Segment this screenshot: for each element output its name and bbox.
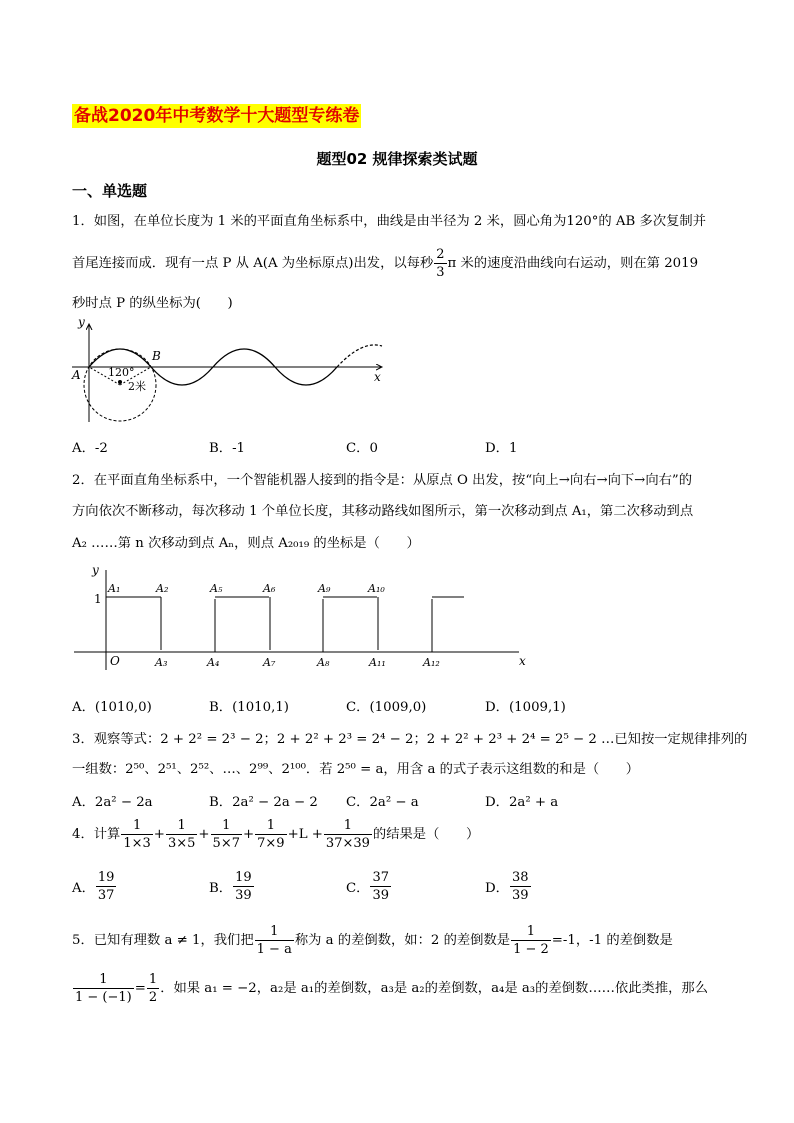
frac-numerator: 1 — [211, 818, 242, 835]
q4-term-4 — [255, 818, 286, 851]
option-label: C． — [346, 881, 370, 896]
radius-label: 2米 — [128, 380, 146, 393]
q3-option-b[interactable]: B．2a² − 2a − 2 — [209, 795, 318, 810]
fig2-x-label: x — [519, 654, 526, 668]
one-tick-label: 1 — [94, 592, 102, 606]
frac-numerator: 1 — [511, 924, 551, 941]
frac-denominator: 1×3 — [123, 836, 151, 851]
frac-numerator: 1 — [166, 818, 197, 835]
frac-denominator: 1 − 2 — [513, 942, 549, 957]
q3-option-c[interactable]: C．2a² − a — [346, 795, 419, 810]
origin-label: O — [110, 654, 120, 668]
frac-numerator: 37 — [372, 870, 390, 885]
center-point — [118, 380, 122, 384]
q1-option-d[interactable]: D．1 — [485, 441, 518, 456]
frac-numerator: 1 — [255, 924, 294, 941]
q1-option-b[interactable]: B．-1 — [209, 441, 246, 456]
option-fraction — [96, 870, 117, 903]
option-fraction — [233, 870, 254, 903]
q3-line2: 一组数：2⁵⁰、2⁵¹、2⁵²、…、2⁹⁹、2¹⁰⁰．若 2⁵⁰ = a，用含 a 的式子表示这组数的和是（ ） — [72, 762, 640, 777]
frac-denominator: 5×7 — [212, 836, 240, 851]
label-a3: A₃ — [155, 656, 168, 669]
q4-suffix: 的结果是（ ） — [372, 826, 480, 842]
q5-line1c: =-1，-1 的差倒数是 — [551, 932, 673, 948]
frac-numerator: 1 — [255, 818, 286, 835]
ellipsis-plus: +L + — [287, 826, 323, 842]
label-a5: A₅ — [210, 582, 223, 595]
q4-option-a[interactable] — [72, 870, 117, 903]
plus-sign: + — [198, 826, 210, 842]
q5-line2 — [72, 972, 708, 1005]
fig1-y-label: y — [78, 318, 85, 329]
frac-denominator: 3×5 — [167, 836, 196, 851]
equals-sign: = — [134, 980, 146, 996]
q4-term-2 — [166, 818, 197, 851]
page-title: 题型02 规律探索类试题 — [316, 150, 478, 168]
q4-term-3 — [211, 818, 242, 851]
frac-denominator: 39 — [511, 888, 529, 903]
q4-option-b[interactable] — [209, 870, 255, 903]
q2-option-a[interactable]: A．(1010,0) — [72, 700, 152, 715]
section-heading: 一、单选题 — [72, 182, 148, 200]
frac-numerator: 38 — [511, 870, 529, 885]
q5-fraction-3 — [73, 972, 134, 1005]
q2-line2: 方向依次不断移动，每次移动 1 个单位长度，其移动路线如图所示，第一次移动到点 A₁，第二次移动到点 — [72, 504, 694, 519]
q2-figure — [64, 560, 544, 672]
label-a12: A₁₂ — [423, 656, 440, 669]
q1-option-c[interactable]: C．0 — [346, 441, 378, 456]
label-a10: A₁₀ — [368, 582, 385, 595]
frac-numerator: 2 — [436, 247, 445, 262]
label-a6: A₆ — [263, 582, 276, 595]
frac-denominator: 3 — [436, 265, 445, 280]
frac-numerator: 1 — [73, 972, 134, 989]
q2-line1: 2．在平面直角坐标系中，一个智能机器人接到的指令是：从原点 O 出发，按“向上→向右→向下→向右”的 — [72, 473, 693, 488]
q5-line1 — [72, 924, 673, 957]
option-label: D． — [485, 881, 509, 896]
exam-banner: 备战2020年中考数学十大题型专练卷 — [74, 106, 360, 126]
q3-option-d[interactable]: D．2a² + a — [485, 795, 559, 810]
q2-line3: A₂ ……第 n 次移动到点 Aₙ，则点 A₂₀₁₉ 的坐标是（ ） — [72, 536, 420, 551]
label-a1: A₁ — [108, 582, 121, 595]
angle-label: 120° — [108, 366, 135, 379]
q1-figure — [64, 318, 394, 428]
q1-option-a[interactable]: A．-2 — [72, 441, 108, 456]
plus-sign: + — [242, 826, 255, 842]
q3-line1: 3．观察等式：2 + 2² = 2³ − 2；2 + 2² + 2³ = 2⁴ − 2；2 + 2² + 2³ + 2⁴ = 2⁵ − 2 …已知按一定规律排列的 — [72, 732, 748, 747]
q2-option-d[interactable]: D．(1009,1) — [485, 700, 566, 715]
option-fraction — [510, 870, 531, 903]
frac-denominator: 37 — [97, 888, 115, 903]
label-a7: A₇ — [263, 656, 276, 669]
q1-line2 — [72, 247, 698, 280]
q5-fraction-2 — [511, 924, 551, 957]
q5-fraction-4 — [147, 972, 159, 1005]
point-a-label: A — [72, 368, 81, 382]
frac-numerator: 19 — [97, 870, 115, 885]
q2-option-b[interactable]: B．(1010,1) — [209, 700, 289, 715]
frac-denominator: 37×39 — [325, 836, 370, 851]
q3-option-a[interactable]: A．2a² − 2a — [72, 795, 153, 810]
option-label: B． — [209, 881, 233, 896]
frac-numerator: 1 — [324, 818, 372, 835]
q4-line — [72, 818, 479, 851]
q1-line1: 1．如图，在单位长度为 1 米的平面直角坐标系中，曲线是由半径为 2 米，圆心角为120°的 AB 多次复制并 — [72, 214, 707, 229]
q1-line2a: 首尾连接而成．现有一点 P 从 A(A 为坐标原点)出发，以每秒 — [72, 255, 434, 271]
q4-term-1 — [121, 818, 152, 851]
frac-denominator: 39 — [372, 888, 390, 903]
q4-term-5 — [324, 818, 372, 851]
q5-fraction-1 — [255, 924, 294, 957]
option-fraction — [370, 870, 391, 903]
q4-option-d[interactable] — [485, 870, 532, 903]
fig1-x-label: x — [374, 370, 381, 384]
option-label: A． — [72, 881, 95, 896]
q5-line2-text: ．如果 a₁ = −2，a₂是 a₁的差倒数，a₃是 a₂的差倒数，a₄是 a₃的差倒数……依此类推，那么 — [160, 980, 709, 996]
frac-denominator: 1 − (−1) — [75, 990, 132, 1005]
q1-line2b: π 米的速度沿曲线向右运动，则在第 2019 — [447, 255, 699, 271]
label-a9: A₉ — [318, 582, 331, 595]
q2-option-c[interactable]: C．(1009,0) — [346, 700, 427, 715]
q5-line1a: 5．已知有理数 a ≠ 1，我们把 — [72, 932, 254, 948]
q5-line1b: 称为 a 的差倒数，如：2 的差倒数是 — [294, 932, 511, 948]
frac-numerator: 1 — [148, 972, 158, 987]
frac-denominator: 1 − a — [256, 942, 292, 957]
dashed-curve — [337, 345, 382, 367]
label-a11: A₁₁ — [369, 656, 386, 669]
frac-denominator: 39 — [235, 888, 252, 903]
q4-option-c[interactable] — [346, 870, 392, 903]
frac-numerator: 1 — [121, 818, 152, 835]
q4-prefix: 4．计算 — [72, 826, 121, 842]
label-a2: A₂ — [156, 582, 169, 595]
q1-speed-fraction — [434, 247, 446, 280]
fig2-y-label: y — [92, 563, 99, 577]
frac-denominator: 2 — [148, 990, 158, 1005]
frac-numerator: 19 — [235, 870, 252, 885]
plus-sign: + — [153, 826, 165, 842]
q1-line3: 秒时点 P 的纵坐标为( ) — [72, 296, 233, 311]
label-a4: A₄ — [207, 656, 220, 669]
point-b-label: B — [152, 349, 161, 363]
frac-denominator: 7×9 — [257, 836, 285, 851]
label-a8: A₈ — [317, 656, 330, 669]
